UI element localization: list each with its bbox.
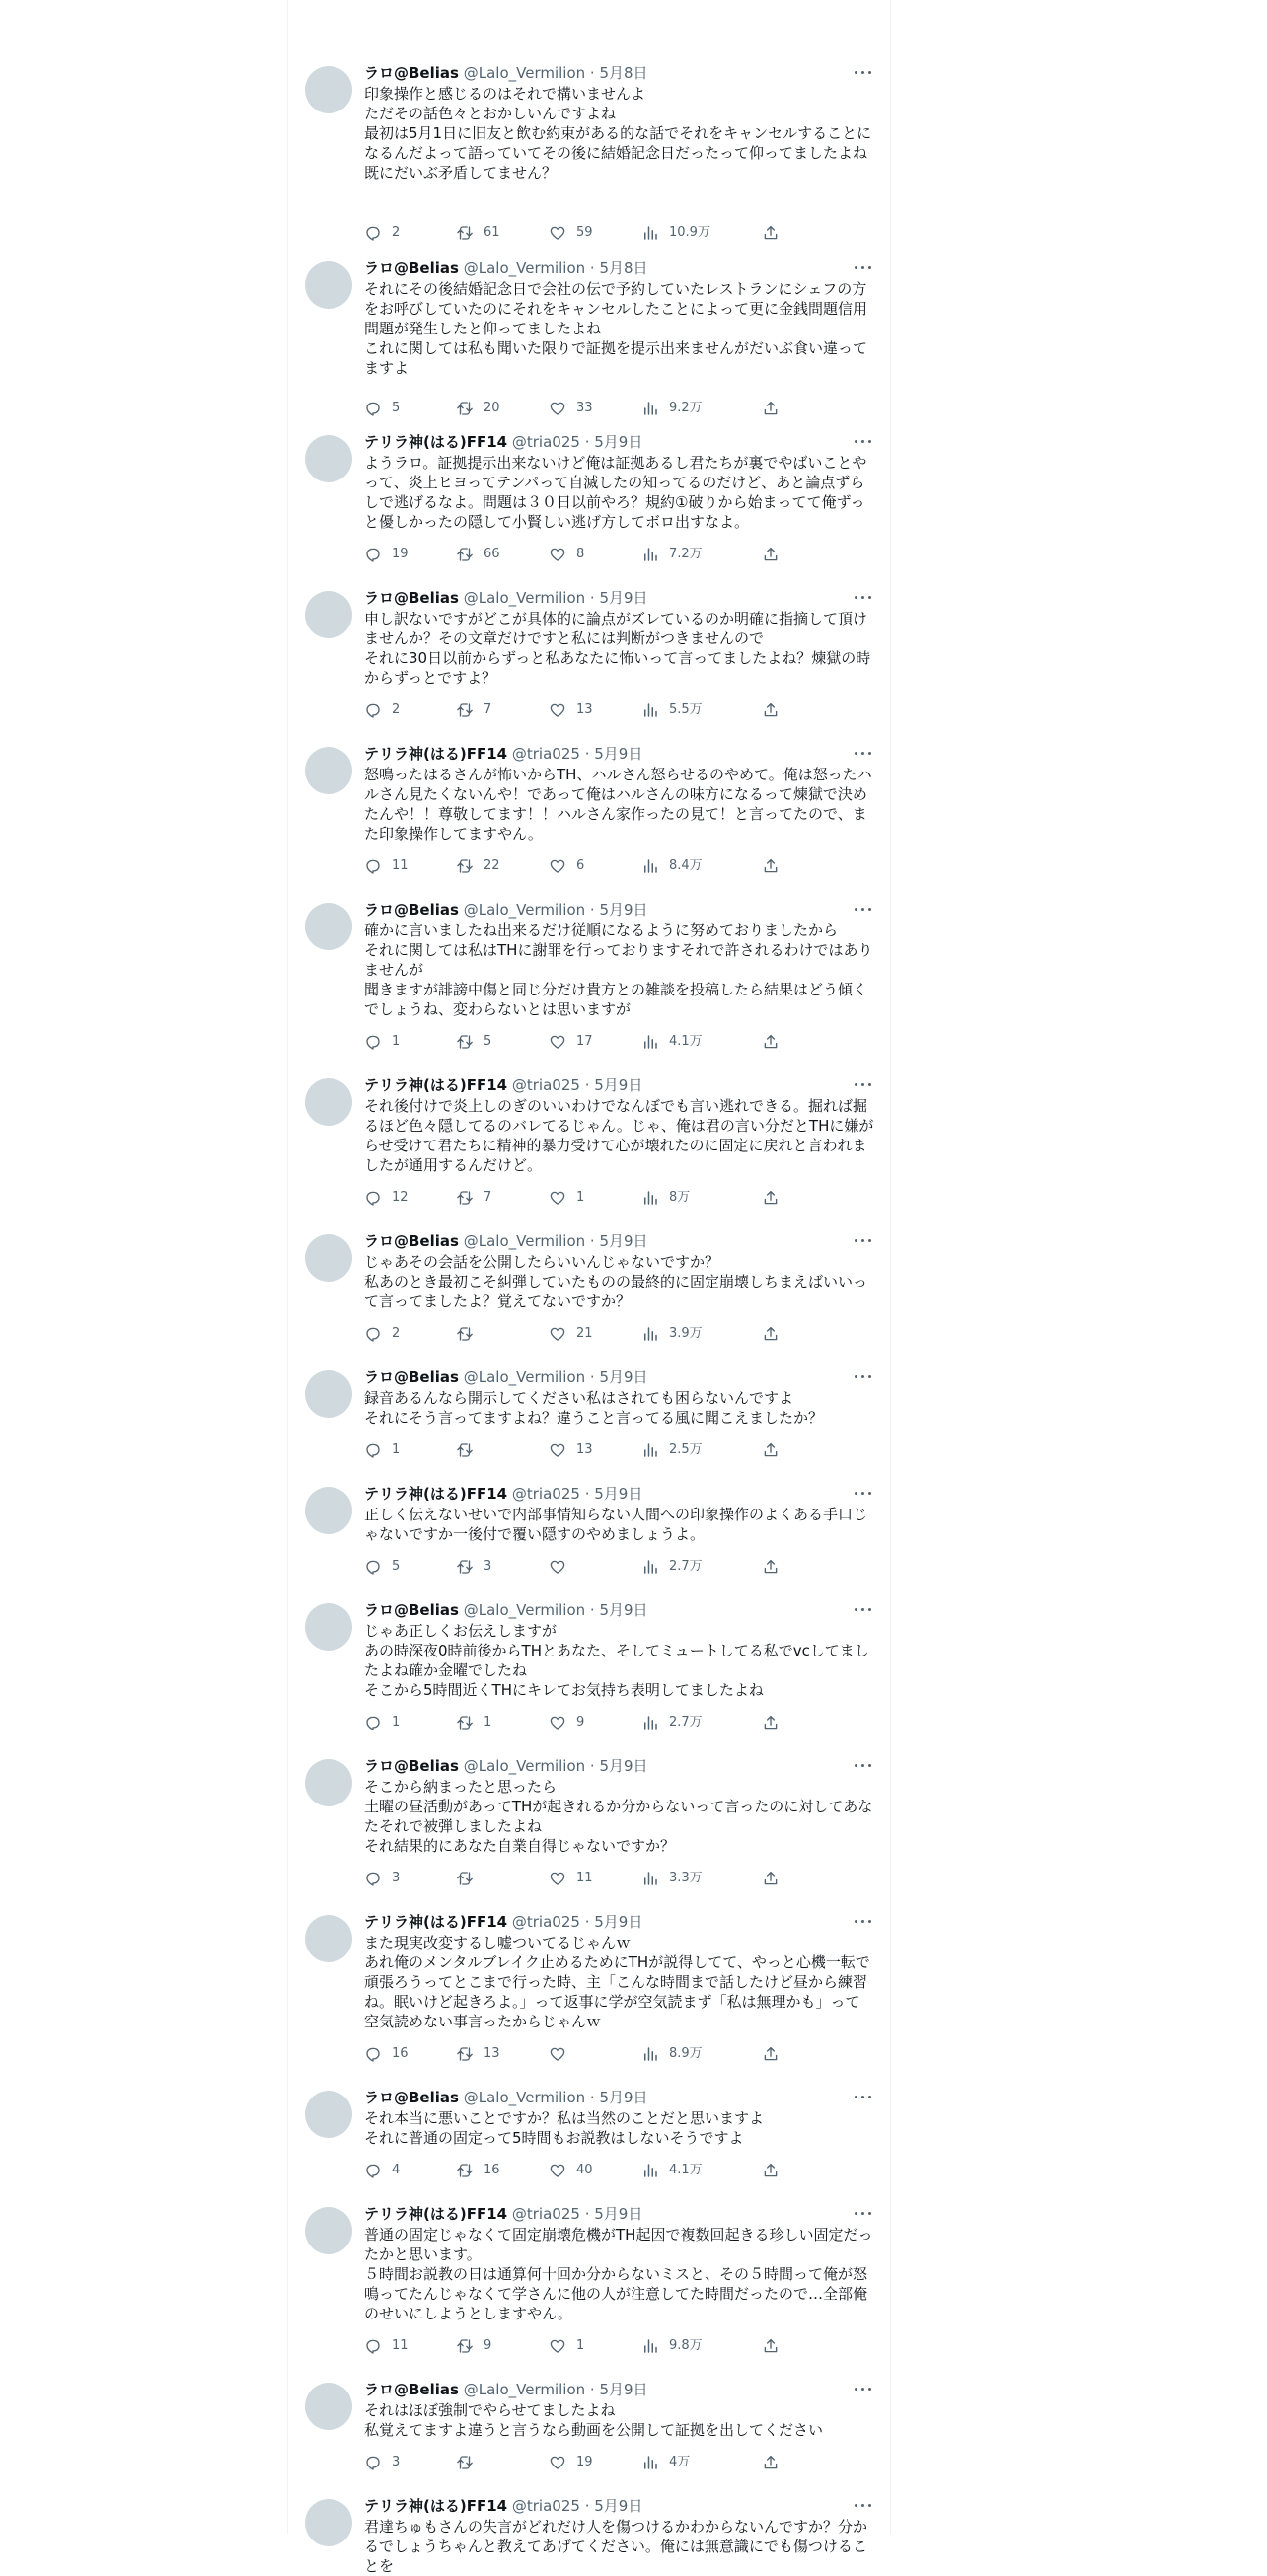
display-name[interactable]: ラロ@Belias: [364, 64, 459, 82]
retweet-count: 22: [484, 858, 500, 873]
like-count: 13: [576, 1442, 593, 1457]
retweet-count: 13: [484, 2046, 500, 2061]
reply-icon: [364, 1714, 382, 1731]
separator-dot: ·: [585, 1757, 600, 1775]
display-name[interactable]: ラロ@Belias: [364, 2381, 459, 2398]
more-icon[interactable]: [853, 1235, 874, 1247]
separator-dot: ·: [579, 745, 595, 763]
display-name[interactable]: ラロ@Belias: [364, 589, 459, 607]
heart-icon: [549, 1714, 566, 1731]
action-bar: [364, 1556, 798, 1578]
retweet-icon: [456, 701, 474, 719]
tweet-text: ようラロ。証拠提示出来ないけど俺は証拠あるし君たちが裏でやばいことやって、炎上ヒヨってテンパって自滅したの知ってるのだけど、あと論点ずらしで逃げるなよ。問題は３０日以前やろ？規約①破りから始まってて俺ずっと優しかったの隠して小賢しい逃げ方してボロ出すなよ。: [364, 454, 867, 531]
tweet[interactable]: [288, 1748, 890, 1894]
tweet[interactable]: [288, 55, 890, 243]
heart-icon: [549, 224, 566, 242]
tweet[interactable]: [288, 424, 890, 570]
reply-icon: [364, 400, 382, 417]
more-icon[interactable]: [853, 1488, 874, 1500]
heart-icon: [549, 1033, 566, 1051]
share-icon: [762, 2337, 780, 2355]
tweet-text: 録音あるんなら開示してください私はされても困らないんですよ それにそう言ってますよね？違うこと言ってる風に聞こえましたか？: [364, 1389, 824, 1427]
reply-icon: [364, 1441, 382, 1459]
retweet-icon: [456, 2337, 474, 2355]
more-icon[interactable]: [853, 904, 874, 916]
avatar[interactable]: [305, 435, 352, 482]
like-count: 8: [576, 547, 585, 561]
heart-icon: [549, 1189, 566, 1207]
view-count: 4.1万: [669, 2163, 703, 2177]
action-bar: [364, 2335, 798, 2357]
avatar[interactable]: [305, 66, 352, 113]
more-icon[interactable]: [853, 592, 874, 604]
bar-chart-icon: [641, 1870, 659, 1887]
action-bar: [364, 398, 798, 419]
view-count: 8.9万: [669, 2046, 703, 2061]
view-count: 4万: [669, 2455, 691, 2469]
handle[interactable]: @Lalo_Vermilion: [463, 1601, 586, 1619]
date[interactable]: 5月8日: [599, 64, 648, 82]
bar-chart-icon: [641, 1033, 659, 1051]
bar-chart-icon: [641, 1441, 659, 1459]
reply-count: 16: [392, 2046, 409, 2061]
more-icon[interactable]: [853, 67, 874, 79]
heart-icon: [549, 400, 566, 417]
share-icon: [762, 1714, 780, 1731]
retweet-icon: [456, 1558, 474, 1576]
action-bar: [364, 1187, 798, 1209]
heart-icon: [549, 1870, 566, 1887]
avatar[interactable]: [305, 591, 352, 638]
tweet-text: それ後付けで炎上しのぎのいいわけでなんぼでも言い逃れできる。掘れば掘るほど色々隠してるのバレてるじゃん。じゃ、俺は君の言い分だとTHに嫌がらせ受けて君たちに精神的暴力受けて心が壊れたのに固定に戻れと言われましたが通用するんだけど。: [364, 1097, 874, 1174]
tweet-text: 普通の固定じゃなくて固定崩壊危機がTH起因で複数回起きる珍しい固定だったかと思います。 ５時間お説教の日は通算何十回か分からないミスと、その５時間って俺が怒鳴ってたんじゃなくて学さんに他の人が注意してた時間だったので…全部俺のせいにしようとしますやん。: [364, 2226, 873, 2322]
reply-count: 5: [392, 401, 401, 415]
timeline: [287, 0, 891, 2575]
share-icon: [762, 1441, 780, 1459]
more-icon[interactable]: [853, 1371, 874, 1383]
retweet-icon: [456, 1189, 474, 1207]
retweet-count: 20: [484, 401, 500, 415]
view-count: 9.2万: [669, 401, 703, 415]
tweet-text: 確かに言いましたね出来るだけ従順になるように努めておりましたから それに関しては私はTHに謝罪を行っておりますそれで許されるわけではありませんが 聞きますが誹謗中傷と同じ分だけ貴方との雑談を投稿したら結果はどう傾くでしょうね、変わらないとは思いますが: [364, 921, 873, 1018]
action-bar: [364, 222, 798, 244]
handle[interactable]: @Lalo_Vermilion: [463, 1757, 586, 1775]
display-name[interactable]: ラロ@Belias: [364, 1232, 459, 1250]
bar-chart-icon: [641, 2454, 659, 2471]
tweet-text: 正しく伝えないせいで内部事情知らない人間への印象操作のよくある手口じゃないですか一後付で覆い隠すのやめましょうよ。: [364, 1506, 868, 1543]
reply-count: 1: [392, 1715, 401, 1730]
tweet[interactable]: [288, 1067, 890, 1214]
more-icon[interactable]: [853, 1079, 874, 1091]
display-name[interactable]: テリラ神(はる)FF14: [364, 433, 508, 451]
share-icon: [762, 2162, 780, 2179]
display-name[interactable]: テリラ神(はる)FF14: [364, 1076, 508, 1094]
action-bar: [364, 855, 798, 877]
reply-icon: [364, 1870, 382, 1887]
reply-count: 1: [392, 1442, 401, 1457]
date[interactable]: 5月9日: [594, 2497, 643, 2515]
tweet[interactable]: [288, 892, 890, 1058]
date[interactable]: 5月9日: [599, 901, 648, 919]
share-icon: [762, 400, 780, 417]
avatar[interactable]: [305, 1759, 352, 1806]
share-icon: [762, 1558, 780, 1576]
tweet-text: 申し訳ないですがどこが具体的に論点がズレているのか明確に指摘して頂けませんか？その文章だけですと私には判断がつきませんので それに30日以前からずっと私あなたに怖いって言ってましたよね？煉獄の時からずっとですよ？: [364, 610, 871, 687]
more-icon[interactable]: [853, 748, 874, 760]
tweet-text: 君達ちゅもさんの失言がどれだけ人を傷つけるかわからないんですか？分かるでしょうちゃんと教えてあげてください。俺には無意識にでも傷つけることを: [364, 2518, 868, 2575]
reply-count: 2: [392, 1326, 401, 1341]
reply-icon: [364, 1325, 382, 1343]
action-bar: [364, 1439, 798, 1461]
like-count: 9: [576, 1715, 585, 1730]
action-bar: [364, 2043, 798, 2065]
handle[interactable]: @Lalo_Vermilion: [463, 2089, 586, 2106]
retweet-icon: [456, 1870, 474, 1887]
retweet-icon: [456, 2162, 474, 2179]
avatar[interactable]: [305, 261, 352, 309]
view-count: 2.7万: [669, 1715, 703, 1730]
display-name[interactable]: テリラ神(はる)FF14: [364, 1913, 508, 1931]
bar-chart-icon: [641, 2337, 659, 2355]
avatar[interactable]: [305, 2499, 352, 2546]
tweet[interactable]: [288, 1592, 890, 1738]
display-name[interactable]: テリラ神(はる)FF14: [364, 1485, 508, 1503]
display-name[interactable]: ラロ@Belias: [364, 1757, 459, 1775]
separator-dot: ·: [579, 433, 595, 451]
share-icon: [762, 701, 780, 719]
retweet-icon: [456, 546, 474, 563]
date[interactable]: 5月9日: [599, 1757, 648, 1775]
bar-chart-icon: [641, 857, 659, 875]
reply-count: 11: [392, 858, 409, 873]
date[interactable]: 5月9日: [599, 2089, 648, 2106]
date[interactable]: 5月9日: [599, 1601, 648, 1619]
heart-icon: [549, 2337, 566, 2355]
avatar[interactable]: [305, 2383, 352, 2430]
reply-count: 19: [392, 547, 409, 561]
separator-dot: ·: [585, 1601, 600, 1619]
share-icon: [762, 2045, 780, 2063]
like-count: 59: [576, 225, 593, 240]
reply-count: 12: [392, 1190, 409, 1205]
separator-dot: ·: [579, 2497, 595, 2515]
view-count: 8.4万: [669, 858, 703, 873]
date[interactable]: 5月9日: [594, 2205, 643, 2223]
heart-icon: [549, 1325, 566, 1343]
view-count: 4.1万: [669, 1034, 703, 1049]
reply-count: 4: [392, 2163, 401, 2177]
separator-dot: ·: [585, 901, 600, 919]
bar-chart-icon: [641, 701, 659, 719]
action-bar: [364, 1031, 798, 1053]
reply-icon: [364, 224, 382, 242]
heart-icon: [549, 2454, 566, 2471]
heart-icon: [549, 2162, 566, 2179]
separator-dot: ·: [579, 1485, 595, 1503]
avatar[interactable]: [305, 1078, 352, 1126]
tweet[interactable]: [288, 580, 890, 726]
more-icon[interactable]: [853, 262, 874, 274]
bar-chart-icon: [641, 546, 659, 563]
like-count: 1: [576, 2338, 585, 2353]
tweet[interactable]: [288, 1360, 890, 1466]
tweet[interactable]: [288, 1904, 890, 2070]
like-count: 21: [576, 1326, 593, 1341]
share-icon: [762, 2454, 780, 2471]
separator-dot: ·: [579, 1913, 595, 1931]
tweet-text: それはほぼ強制でやらせてましたよね 私覚えてますよ違うと言うなら動画を公開して証拠を出してください: [364, 2401, 824, 2439]
tweet[interactable]: [288, 1223, 890, 1350]
retweet-count: 3: [484, 1559, 492, 1574]
avatar[interactable]: [305, 1603, 352, 1651]
handle[interactable]: @Lalo_Vermilion: [463, 1232, 586, 1250]
like-count: 6: [576, 858, 585, 873]
tweet[interactable]: [288, 2488, 890, 2575]
handle[interactable]: @tria025: [511, 433, 580, 451]
avatar[interactable]: [305, 2091, 352, 2138]
separator-dot: ·: [585, 64, 600, 82]
reply-icon: [364, 2162, 382, 2179]
heart-icon: [549, 546, 566, 563]
retweet-count: 16: [484, 2163, 500, 2177]
avatar[interactable]: [305, 903, 352, 950]
separator-dot: ·: [579, 1076, 595, 1094]
action-bar: [364, 2160, 798, 2181]
tweet-text: 印象操作と感じるのはそれで構いませんよ ただその話色々とおかしいんですよね 最初は5月1日に旧友と飲む約束がある的な話でそれをキャンセルすることになるんだよって語っていてその後に結婚記念日だったって仰ってましたよね 既にだいぶ矛盾してません？: [364, 85, 872, 182]
avatar[interactable]: [305, 1234, 352, 1282]
view-count: 3.3万: [669, 1871, 703, 1885]
tweet[interactable]: [288, 736, 890, 882]
more-icon[interactable]: [853, 1760, 874, 1772]
like-count: 13: [576, 702, 593, 717]
tweet[interactable]: [288, 1476, 890, 1582]
share-icon: [762, 1189, 780, 1207]
view-count: 10.9万: [669, 225, 710, 240]
share-icon: [762, 1033, 780, 1051]
reply-icon: [364, 1033, 382, 1051]
tweet[interactable]: [288, 251, 890, 415]
like-count: 11: [576, 1871, 593, 1885]
bar-chart-icon: [641, 1325, 659, 1343]
retweet-count: 61: [484, 225, 500, 240]
reply-icon: [364, 701, 382, 719]
reply-icon: [364, 546, 382, 563]
reply-icon: [364, 2337, 382, 2355]
retweet-icon: [456, 1441, 474, 1459]
reply-icon: [364, 857, 382, 875]
tweet-text: じゃあその会話を公開したらいいんじゃないですか？ 私あのとき最初こそ糾弾していたものの最終的に固定崩壊しちまえばいいって言ってましたよ？覚えてないですか？: [364, 1253, 868, 1310]
reply-icon: [364, 2045, 382, 2063]
share-icon: [762, 224, 780, 242]
action-bar: [364, 1712, 798, 1733]
retweet-count: 1: [484, 1715, 492, 1730]
view-count: 7.2万: [669, 547, 703, 561]
action-bar: [364, 544, 798, 565]
action-bar: [364, 1323, 798, 1345]
tweet-text: そこから納まったと思ったら 土曜の昼活動があってTHが起きれるか分からないって言ったのに対してあなたそれで被弾しましたよね それ結果的にあなた自業自得じゃないですか？: [364, 1778, 873, 1855]
like-count: 19: [576, 2455, 593, 2469]
view-count: 5.5万: [669, 702, 703, 717]
more-icon[interactable]: [853, 2092, 874, 2103]
action-bar: [364, 2452, 798, 2473]
view-count: 2.7万: [669, 1559, 703, 1574]
display-name[interactable]: テリラ神(はる)FF14: [364, 2497, 508, 2515]
handle[interactable]: @Lalo_Vermilion: [463, 2381, 586, 2398]
heart-icon: [549, 701, 566, 719]
retweet-count: 66: [484, 547, 500, 561]
separator-dot: ·: [585, 1368, 600, 1386]
like-count: 1: [576, 1190, 585, 1205]
date[interactable]: 5月9日: [594, 745, 643, 763]
reply-count: 2: [392, 225, 401, 240]
retweet-icon: [456, 2045, 474, 2063]
retweet-icon: [456, 400, 474, 417]
view-count: 8万: [669, 1190, 691, 1205]
reply-count: 1: [392, 1034, 401, 1049]
bar-chart-icon: [641, 224, 659, 242]
action-bar: [364, 699, 798, 721]
retweet-icon: [456, 1325, 474, 1343]
date[interactable]: 5月8日: [599, 259, 648, 277]
date[interactable]: 5月9日: [599, 1232, 648, 1250]
handle[interactable]: @Lalo_Vermilion: [463, 589, 586, 607]
separator-dot: ·: [585, 589, 600, 607]
reply-icon: [364, 2454, 382, 2471]
handle[interactable]: @Lalo_Vermilion: [463, 259, 586, 277]
avatar[interactable]: [305, 2207, 352, 2254]
tweet[interactable]: [288, 2372, 890, 2478]
tweet[interactable]: [288, 2080, 890, 2186]
action-bar: [364, 1868, 798, 1889]
retweet-icon: [456, 1033, 474, 1051]
display-name[interactable]: ラロ@Belias: [364, 259, 459, 277]
share-icon: [762, 857, 780, 875]
separator-dot: ·: [585, 2381, 600, 2398]
avatar[interactable]: [305, 747, 352, 794]
handle[interactable]: @tria025: [511, 1485, 580, 1503]
reply-count: 3: [392, 1871, 401, 1885]
retweet-icon: [456, 1714, 474, 1731]
display-name[interactable]: ラロ@Belias: [364, 2089, 459, 2106]
reply-count: 5: [392, 1559, 401, 1574]
bar-chart-icon: [641, 1558, 659, 1576]
view-count: 3.9万: [669, 1326, 703, 1341]
bar-chart-icon: [641, 2045, 659, 2063]
date[interactable]: 5月9日: [594, 1485, 643, 1503]
retweet-icon: [456, 2454, 474, 2471]
retweet-icon: [456, 224, 474, 242]
avatar[interactable]: [305, 1915, 352, 1962]
like-count: 40: [576, 2163, 593, 2177]
heart-icon: [549, 1441, 566, 1459]
retweet-count: 7: [484, 702, 492, 717]
date[interactable]: 5月9日: [599, 1368, 648, 1386]
display-name[interactable]: ラロ@Belias: [364, 1368, 459, 1386]
reply-icon: [364, 1189, 382, 1207]
tweet-text: それにその後結婚記念日で会社の伝で予約していたレストランにシェフの方をお呼びしていたのにそれをキャンセルしたことによって更に金銭問題信用問題が発生したと仰ってましたよね これに関しては私も聞いた限りで証拠を提示出来ませんがだいぶ食い違ってますよ: [364, 280, 868, 377]
tweet-text: じゃあ正しくお伝えしますが あの時深夜0時前後からTHとあなた、そしてミュートしてる私でvcしてましたよね確か金曜でしたね そこから5時間近くTHにキレてお気持ち表明してましたよね: [364, 1622, 869, 1699]
date[interactable]: 5月9日: [594, 433, 643, 451]
heart-icon: [549, 857, 566, 875]
separator-dot: ·: [579, 2205, 595, 2223]
handle[interactable]: @Lalo_Vermilion: [463, 64, 586, 82]
retweet-count: 9: [484, 2338, 492, 2353]
retweet-icon: [456, 857, 474, 875]
reply-count: 2: [392, 702, 401, 717]
tweet[interactable]: [288, 2196, 890, 2362]
display-name[interactable]: テリラ神(はる)FF14: [364, 745, 508, 763]
more-icon[interactable]: [853, 2384, 874, 2395]
retweet-count: 5: [484, 1034, 492, 1049]
more-icon[interactable]: [853, 1604, 874, 1616]
heart-icon: [549, 2045, 566, 2063]
date[interactable]: 5月9日: [599, 2381, 648, 2398]
display-name[interactable]: ラロ@Belias: [364, 1601, 459, 1619]
handle[interactable]: @tria025: [511, 1076, 580, 1094]
view-count: 2.5万: [669, 1442, 703, 1457]
handle[interactable]: @Lalo_Vermilion: [463, 1368, 586, 1386]
handle[interactable]: @tria025: [511, 2205, 580, 2223]
tweet-text: それ本当に悪いことですか？私は当然のことだと思いますよ それに普通の固定って5時間もお説教はしないそうですよ: [364, 2109, 765, 2147]
separator-dot: ·: [585, 1232, 600, 1250]
reply-count: 11: [392, 2338, 409, 2353]
reply-count: 3: [392, 2455, 401, 2469]
view-count: 9.8万: [669, 2338, 703, 2353]
date[interactable]: 5月9日: [599, 589, 648, 607]
bar-chart-icon: [641, 1714, 659, 1731]
like-count: 33: [576, 401, 593, 415]
share-icon: [762, 1870, 780, 1887]
share-icon: [762, 1325, 780, 1343]
bar-chart-icon: [641, 1189, 659, 1207]
reply-icon: [364, 1558, 382, 1576]
handle[interactable]: @tria025: [511, 1913, 580, 1931]
tweet-text: また現実改変するし嘘ついてるじゃんｗ あれ俺のメンタルブレイク止めるためにTHが説得してて、やっと心機一転で頑張ろうってとこまで行った時、主「こんな時間まで話したけど昼から練習ね。眠いけど起きろよ。」って返事に学が空気読まず「私は無理かも」って空気読めない事言ったからじゃんｗ: [364, 1934, 870, 2030]
heart-icon: [549, 1558, 566, 1576]
display-name[interactable]: テリラ神(はる)FF14: [364, 2205, 508, 2223]
like-count: 17: [576, 1034, 593, 1049]
share-icon: [762, 546, 780, 563]
bar-chart-icon: [641, 400, 659, 417]
retweet-count: 7: [484, 1190, 492, 1205]
avatar[interactable]: [305, 1370, 352, 1418]
more-icon[interactable]: [853, 436, 874, 448]
display-name[interactable]: ラロ@Belias: [364, 901, 459, 919]
tweet-text: 怒鳴ったはるさんが怖いからTH、ハルさん怒らせるのやめて。俺は怒ったハルさん見たくないんや！であって俺はハルさんの味方になるって煉獄で決めたんや！！尊敬してます！！ハルさん家作ったの見て！と言ってたので、また印象操作してますやん。: [364, 766, 872, 843]
handle[interactable]: @Lalo_Vermilion: [463, 901, 586, 919]
date[interactable]: 5月9日: [594, 1076, 643, 1094]
handle[interactable]: @tria025: [511, 745, 580, 763]
more-icon[interactable]: [853, 2208, 874, 2220]
more-icon[interactable]: [853, 2500, 874, 2512]
separator-dot: ·: [585, 259, 600, 277]
date[interactable]: 5月9日: [594, 1913, 643, 1931]
more-icon[interactable]: [853, 1916, 874, 1928]
bar-chart-icon: [641, 2162, 659, 2179]
separator-dot: ·: [585, 2089, 600, 2106]
avatar[interactable]: [305, 1487, 352, 1534]
handle[interactable]: @tria025: [511, 2497, 580, 2515]
